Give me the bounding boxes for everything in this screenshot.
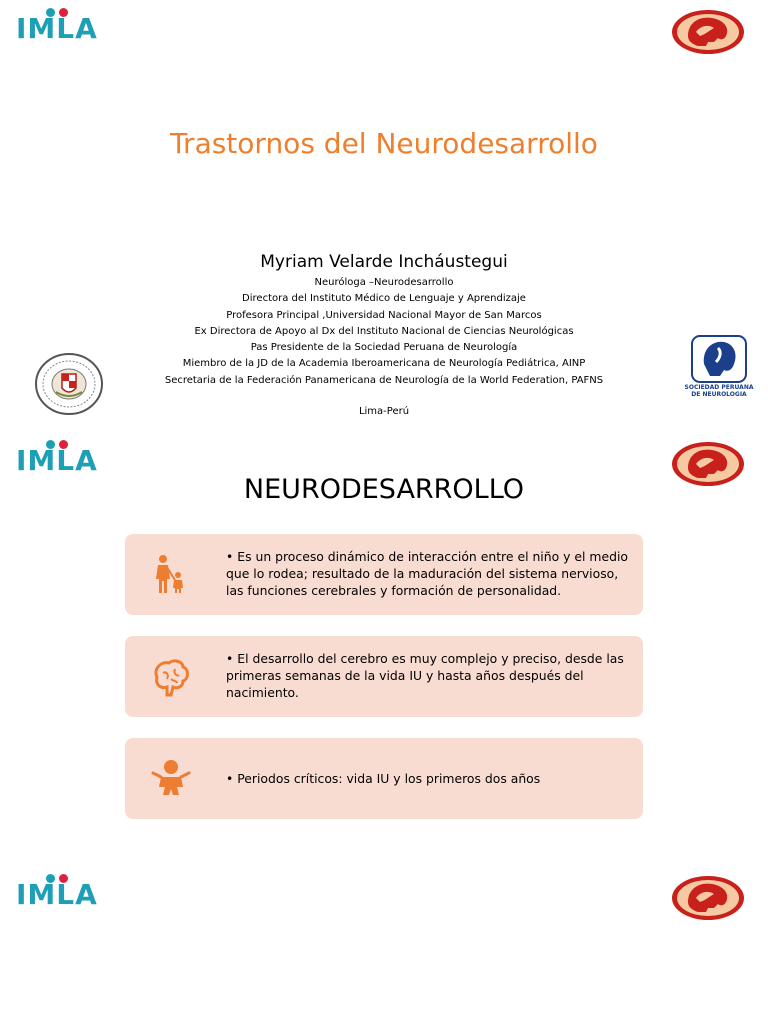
- imla-logo: [16, 440, 112, 477]
- title-slide: [0, 0, 768, 424]
- author-name: Myriam Velarde Incháustegui: [260, 252, 508, 272]
- neurology-head-logo: [670, 8, 746, 56]
- credential-line: Profesora Principal ,Universidad Nacional Mayor de San Marcos: [226, 309, 542, 321]
- university-seal-logo: [34, 352, 104, 416]
- next-slide-partial: [0, 856, 768, 1024]
- info-card: [125, 738, 643, 819]
- parent-child-icon: [149, 553, 193, 597]
- slide-heading: NEURODESARROLLO: [243, 474, 525, 505]
- credential-line: Secretaria de la Federación Panamericana de Neurología de la World Federation, PAFNS: [164, 374, 604, 386]
- author-credentials: [120, 275, 648, 389]
- imla-logo: [16, 8, 112, 45]
- card-text: • El desarrollo del cerebro es muy complejo y preciso, desde las primeras semanas de la vida IU y hasta años después del nacimiento.: [226, 651, 624, 700]
- credential-line: Neuróloga –Neurodesarrollo: [314, 277, 454, 288]
- spn-logo-text-2: DE NEUROLOGIA: [691, 391, 747, 398]
- imla-logo-text: IMLA: [16, 878, 98, 911]
- info-card: [125, 534, 643, 615]
- presentation-title: Trastornos del Neurodesarrollo: [170, 127, 598, 160]
- imla-logo-text: IMLA: [16, 444, 98, 477]
- spn-logo: [680, 334, 758, 416]
- imla-logo-text: IMLA: [16, 12, 98, 45]
- card-text: • Es un proceso dinámico de interacción entre el niño y el medio que lo rodea; resultado de la maduración del sistema nervioso, las funciones cerebrales y formación de personalidad.: [226, 549, 628, 598]
- info-card: [125, 636, 643, 717]
- credential-line: Ex Directora de Apoyo al Dx del Instituto Nacional de Ciencias Neurológicas: [194, 325, 574, 337]
- credential-line: Directora del Instituto Médico de Lenguaje y Aprendizaje: [242, 293, 526, 305]
- spn-logo-text-1: SOCIEDAD PERUANA: [684, 384, 754, 391]
- baby-icon: [149, 757, 193, 801]
- credential-line: Miembro de la JD de la Academia Iberoamericana de Neurología Pediátrica, AINP: [182, 358, 586, 370]
- card-text: • Periodos críticos: vida IU y los primeros dos años: [226, 771, 541, 786]
- imla-logo: [16, 874, 112, 911]
- spn-head-icon: [680, 334, 758, 384]
- location-text: Lima-Perú: [358, 406, 410, 417]
- neurology-head-logo: [670, 874, 746, 922]
- credential-line: Pas Presidente de la Sociedad Peruana de Neurología: [250, 342, 518, 354]
- brain-icon: [149, 655, 193, 699]
- content-slide: [0, 424, 768, 856]
